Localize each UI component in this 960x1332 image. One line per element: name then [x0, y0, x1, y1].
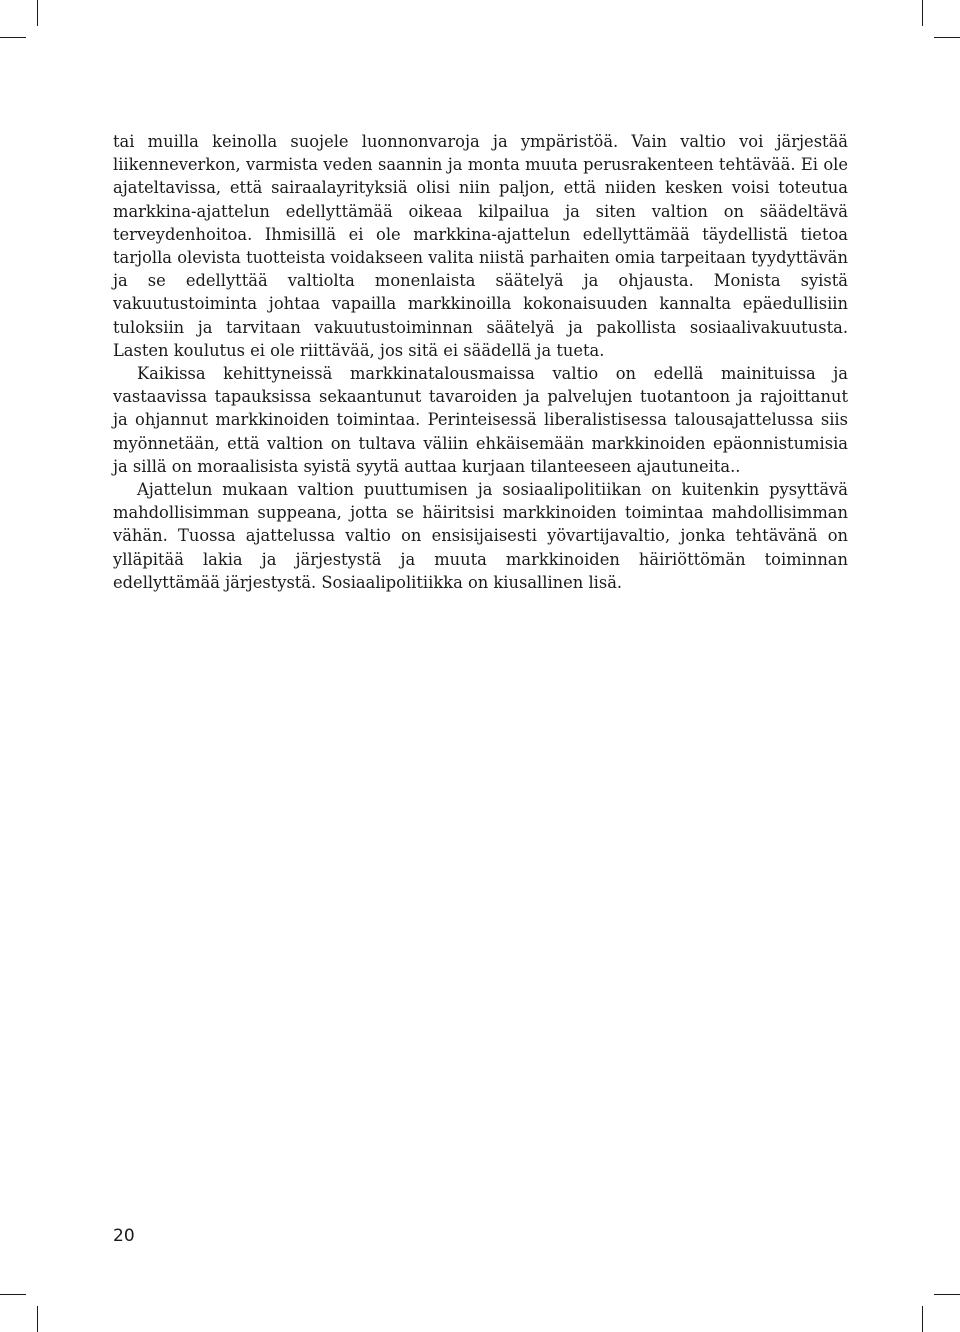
crop-mark-top-right-horizontal	[934, 37, 960, 38]
crop-mark-bottom-left-horizontal	[0, 1294, 26, 1295]
crop-mark-bottom-right	[922, 1306, 923, 1332]
page-number: 20	[113, 1226, 135, 1246]
paragraph-2: Kaikissa kehittyneissä markkinatalousmaissa valtio on edellä mainituissa ja vastaavissa tapauksissa sekaantunut tavaroiden ja palvelujen tuotantoon ja rajoittanut ja ohjannut markkinoiden toimintaa. Perinteisessä liberalistisessa talousajattelussa siis myönnetään, että valtion on tultava väliin ehkäisemään markkinoiden epäonnistumisia ja sillä on moraalisista syistä syytä auttaa kurjaan tilanteeseen ajautuneita..	[113, 364, 848, 476]
crop-mark-top-left-horizontal	[0, 37, 26, 38]
body-text	[113, 130, 848, 594]
crop-mark-top-right	[922, 0, 923, 26]
paragraph-3: Ajattelun mukaan valtion puuttumisen ja sosiaalipolitiikan on kuitenkin pysyttävä mahdollisimman suppeana, jotta se häiritsisi markkinoiden toimintaa mahdollisimman vähän. Tuossa ajattelussa valtio on ensisijaisesti yövartijavaltio, jonka tehtävänä on ylläpitää lakia ja järjestystä ja muuta markkinoiden häiriöttömän toiminnan edellyttämää järjestystä. Sosiaalipolitiikka on kiusallinen lisä.	[113, 480, 848, 592]
crop-mark-bottom-right-horizontal	[934, 1294, 960, 1295]
paragraph-1: tai muilla keinolla suojele luonnonvaroja ja ympäristöä. Vain valtio voi järjestää liikenneverkon, varmista veden saannin ja monta muuta perusrakenteen tehtävää. Ei ole ajateltavissa, että sairaalayrityksiä olisi niin paljon, että niiden kesken voisi toteutua markkina-ajattelun edellyttämää oikeaa kilpailua ja siten valtion on säädeltävä terveydenhoitoa. Ihmisillä ei ole markkina-ajattelun edellyttämää täydellistä tietoa tarjolla olevista tuotteista voidakseen valita niistä parhaiten omia tarpeitaan tyydyttävän ja se edellyttää valtiolta monenlaista säätelyä ja ohjausta. Monista syistä vakuutustoiminta johtaa vapailla markkinoilla kokonaisuuden kannalta epäedullisiin tuloksiin ja tarvitaan vakuutustoiminnan säätelyä ja pakollista sosiaalivakuutusta. Lasten koulutus ei ole riittävää, jos sitä ei säädellä ja tueta.	[113, 132, 848, 360]
crop-mark-bottom-left	[37, 1306, 38, 1332]
crop-mark-top-left	[37, 0, 38, 26]
